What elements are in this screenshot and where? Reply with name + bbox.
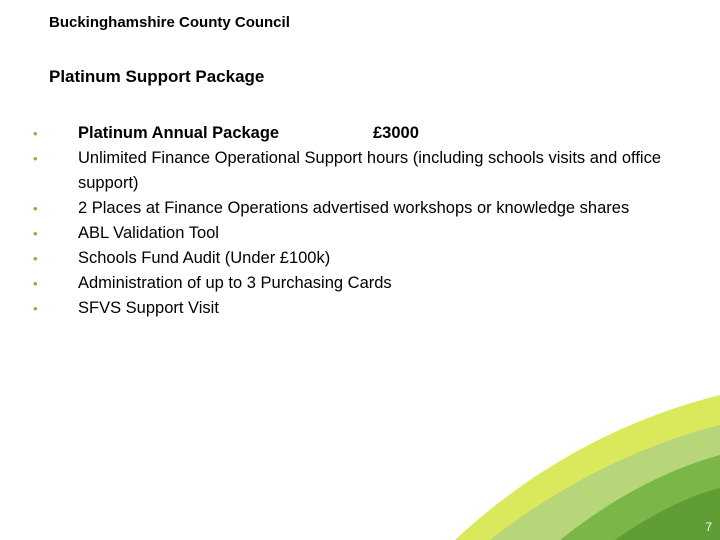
package-price: £3000: [373, 124, 419, 142]
bullet-icon: •: [33, 226, 38, 241]
page-number: 7: [705, 520, 712, 534]
organisation-name: Buckinghamshire County Council: [49, 14, 290, 31]
bullet-icon: •: [33, 251, 38, 266]
bullet-icon: •: [33, 151, 38, 166]
bullet-icon: •: [33, 276, 38, 291]
bullet-icon: •: [33, 126, 38, 141]
slide-title: Platinum Support Package: [49, 67, 265, 86]
bullet-icon: •: [33, 201, 38, 216]
list-item-text: Unlimited Finance Operational Support hours (including schools visits and office support): [78, 149, 662, 192]
list-item-text: 2 Places at Finance Operations advertised workshops or knowledge shares: [78, 199, 630, 217]
package-label: Platinum Annual Package: [78, 124, 280, 142]
bullet-icon: •: [33, 301, 38, 316]
list-item-text: ABL Validation Tool: [78, 224, 219, 242]
list-item-text: Schools Fund Audit (Under £100k): [78, 249, 331, 267]
list-item-text: SFVS Support Visit: [78, 299, 219, 317]
list-item-text: Administration of up to 3 Purchasing Cards: [78, 274, 392, 292]
